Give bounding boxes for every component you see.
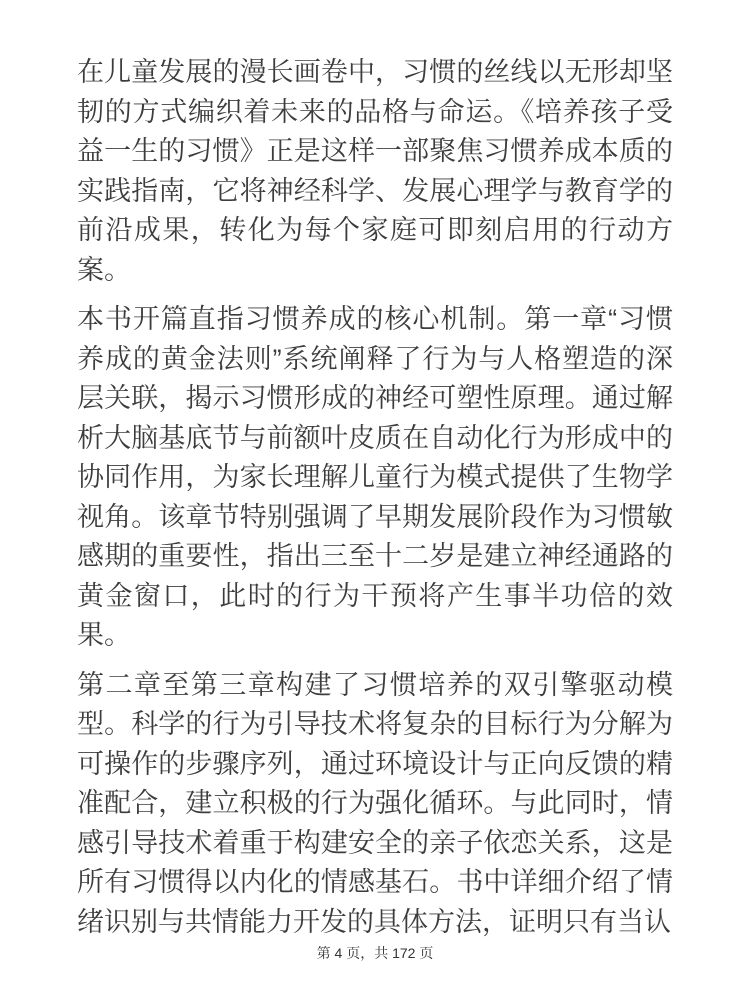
paragraph-chapters-two-three: 第二章至第三章构建了习惯培养的双引擎驱动模型。科学的行为引导技术将复杂的目标行为分解为可操作的步骤序列，通过环境设计与正向反馈的精准配合，建立积极的行为强化循环。与此同时，情感引导技术着重于构建安全的亲子依恋关系，这是所有习惯得以内化的情感基石。书中详细介绍了情绪识别与共情能力开发的具体方法，证明只有当认 <box>77 669 673 937</box>
paragraph-chapter-one: 本书开篇直指习惯养成的核心机制。第一章“习惯养成的黄金法则”系统阐释了行为与人格塑造的深层关联，揭示习惯形成的神经可塑性原理。通过解析大脑基底节与前额叶皮质在自动化行为形成中的协同作用，为家长理解儿童行为模式提供了生物学视角。该章节特别强调了早期发展阶段作为习惯敏感期的重要性，指出三至十二岁是建立神经通路的黄金窗口，此时的行为干预将产生事半功倍的效果。 <box>77 304 673 650</box>
document-body <box>77 53 673 952</box>
paragraph-intro: 在儿童发展的漫长画卷中，习惯的丝线以无形却坚韧的方式编织着未来的品格与命运。《培养孩子受益一生的习惯》正是这样一部聚焦习惯养成本质的实践指南，它将神经科学、发展心理学与教育学的前沿成果，转化为每个家庭可即刻启用的行动方案。 <box>77 57 673 285</box>
page-number-footer: 第 4 页，共 172 页 <box>316 945 434 961</box>
